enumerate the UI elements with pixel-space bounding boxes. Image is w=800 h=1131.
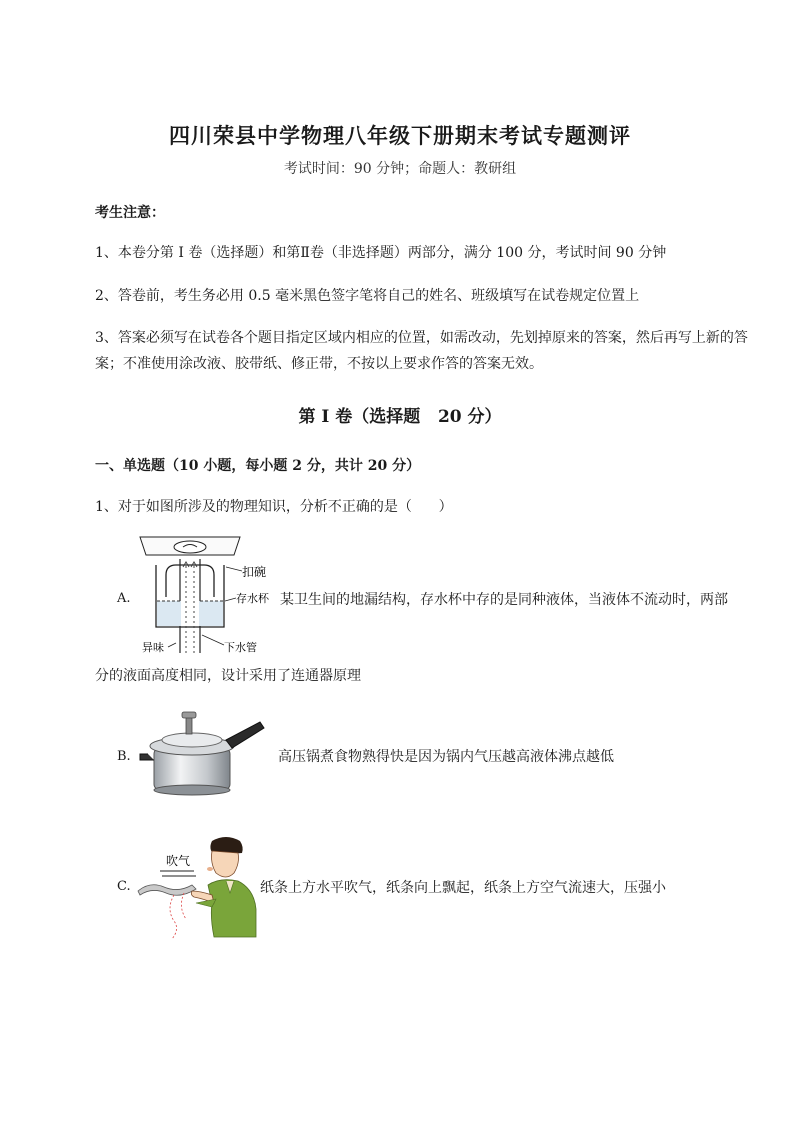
floor-drain-diagram bbox=[128, 535, 288, 657]
bowl-label: 扣碗 bbox=[242, 565, 267, 579]
option-a-text: 某卫生间的地漏结构，存水杯中存的是同种液体，当液体不流动时，两部 bbox=[280, 592, 728, 608]
section-heading: 第 I 卷（选择题 20 分） bbox=[298, 407, 502, 427]
option-b-letter: B. bbox=[117, 749, 131, 764]
option-b-text: 高压锅煮食物熟得快是因为锅内气压越高液体沸点越低 bbox=[278, 749, 614, 765]
option-a-continuation: 分的液面高度相同，设计采用了连通器原理 bbox=[95, 668, 361, 684]
pressure-cooker-icon bbox=[138, 710, 268, 798]
pipe-label: 下水管 bbox=[224, 641, 257, 654]
blowing-boy-illustration bbox=[130, 833, 260, 943]
notice-heading: 考生注意： bbox=[95, 205, 165, 221]
blow-label: 吹气 bbox=[166, 854, 191, 868]
cup-label: 存水杯 bbox=[236, 592, 269, 605]
exam-title: 四川荣县中学物理八年级下册期末考试专题测评 bbox=[169, 123, 631, 148]
part-heading: 一、单选题（10 小题，每小题 2 分，共计 20 分） bbox=[95, 458, 421, 474]
odor-label: 异味 bbox=[142, 641, 164, 654]
option-c-letter: C. bbox=[117, 879, 131, 894]
notice-item-3: 3、答案必须写在试卷各个题目指定区域内相应的位置，如需改动，先划掉原来的答案，然后再写上新的答案；不准使用涂改液、胶带纸、修正带，不按以上要求作答的答案无效。 bbox=[95, 330, 748, 372]
exam-subtitle: 考试时间：90 分钟；命题人：教研组 bbox=[283, 161, 517, 177]
option-c-text: 纸条上方水平吹气，纸条向上飘起，纸条上方空气流速大，压强小 bbox=[260, 880, 666, 896]
question-1-stem: 1、对于如图所涉及的物理知识，分析不正确的是（ ） bbox=[95, 499, 453, 515]
blowing-paper-figure bbox=[130, 833, 260, 943]
pressure-cooker-figure bbox=[138, 710, 268, 798]
notice-item-2: 2、答卷前，考生务必用 0.5 毫米黑色签字笔将自己的姓名、班级填写在试卷规定位置上 bbox=[95, 288, 640, 304]
option-a-letter: A. bbox=[117, 591, 131, 606]
floor-drain-figure bbox=[128, 535, 288, 657]
notice-item-1: 1、本卷分第 I 卷（选择题）和第Ⅱ卷（非选择题）两部分，满分 100 分，考试时间 90 分钟 bbox=[95, 245, 667, 261]
